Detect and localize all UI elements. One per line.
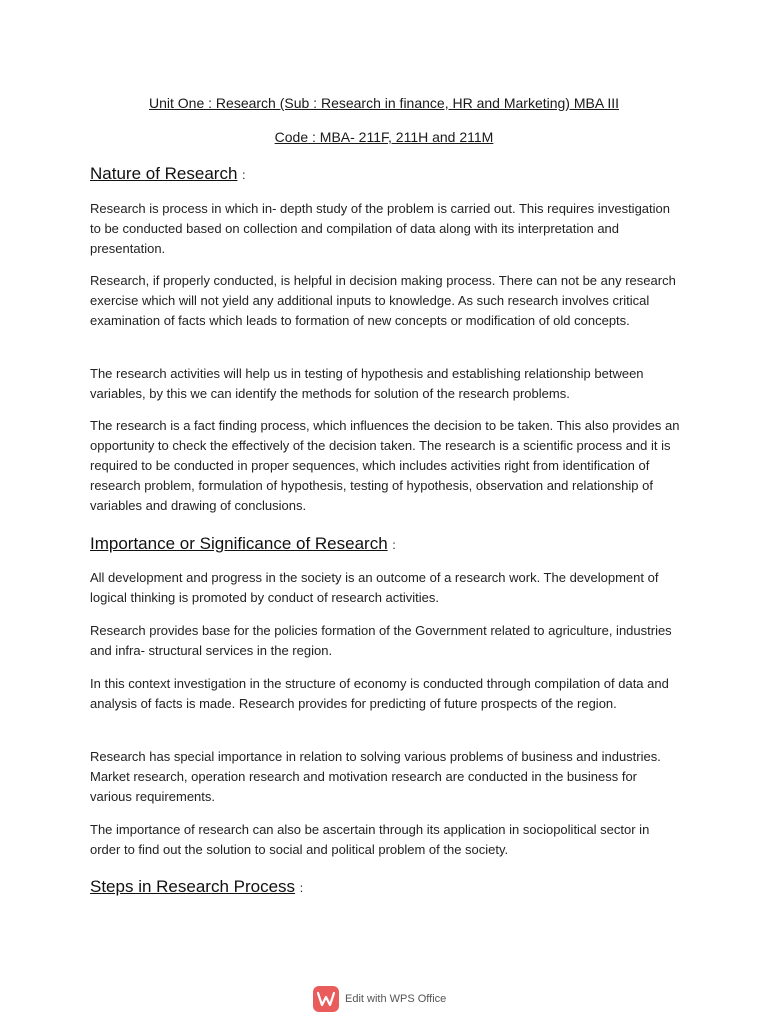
paragraph: Research, if properly conducted, is helpful in decision making process. There can not be any research exercise which will not yield any additional inputs to knowledge. As such research involves critical examination of facts which leads to formation of new concepts or modification of old concepts. (90, 273, 676, 328)
wps-edit-label[interactable]: Edit with WPS Office (345, 993, 447, 1005)
paragraph: The research activities will help us in testing of hypothesis and establishing relationship between variables, by this we can identify the methods for solution of the research problems. (90, 366, 644, 401)
wps-logo-icon (313, 986, 339, 1012)
document-title-line-2: Code : MBA- 211F, 211H and 211M (274, 129, 494, 145)
paragraph: Research provides base for the policies formation of the Government related to agriculture, industries and infra- structural services in the region. (90, 623, 672, 658)
paragraph: In this context investigation in the structure of economy is conducted through compilation of data and analysis of facts is made. Research provides for predicting of future prospects of the region. (90, 676, 669, 711)
paragraph: Research is process in which in- depth study of the problem is carried out. This requires investigation to be conducted based on collection and compilation of data along with its interpretation and presentation. (90, 201, 670, 256)
paragraph: Research has special importance in relation to solving various problems of business and industries. Market research, operation research and motivation research are conducted in the business for various requirements. (90, 749, 661, 804)
heading-colon: : (299, 881, 304, 895)
heading-text: Steps in Research Process (90, 877, 296, 896)
section-heading-nature-of-research (90, 164, 245, 184)
paragraph: The importance of research can also be ascertain through its application in sociopolitical sector in order to find out the solution to social and political problem of the society. (90, 822, 650, 857)
section-heading-steps-in-research-process (90, 877, 303, 897)
wps-edit-link[interactable] (313, 985, 446, 1013)
section-heading-importance-of-research (90, 534, 396, 554)
heading-text: Nature of Research (90, 164, 238, 183)
document-title-line-1: Unit One : Research (Sub : Research in finance, HR and Marketing) MBA III (149, 95, 619, 111)
paragraph: The research is a fact finding process, which influences the decision to be taken. This also provides an opportunity to check the effectively of the decision taken. The research is a scientific process and it is required to be conducted in proper sequences, which includes activities right from identification of research problem, formulation of hypothesis, testing of hypothesis, observation and relationship of variables and drawing of conclusions. (90, 418, 680, 513)
heading-colon: : (242, 168, 246, 182)
paragraph: All development and progress in the society is an outcome of a research work. The development of logical thinking is promoted by conduct of research activities. (90, 570, 659, 605)
heading-colon: : (392, 538, 396, 552)
heading-text: Importance or Significance of Research (90, 534, 388, 553)
